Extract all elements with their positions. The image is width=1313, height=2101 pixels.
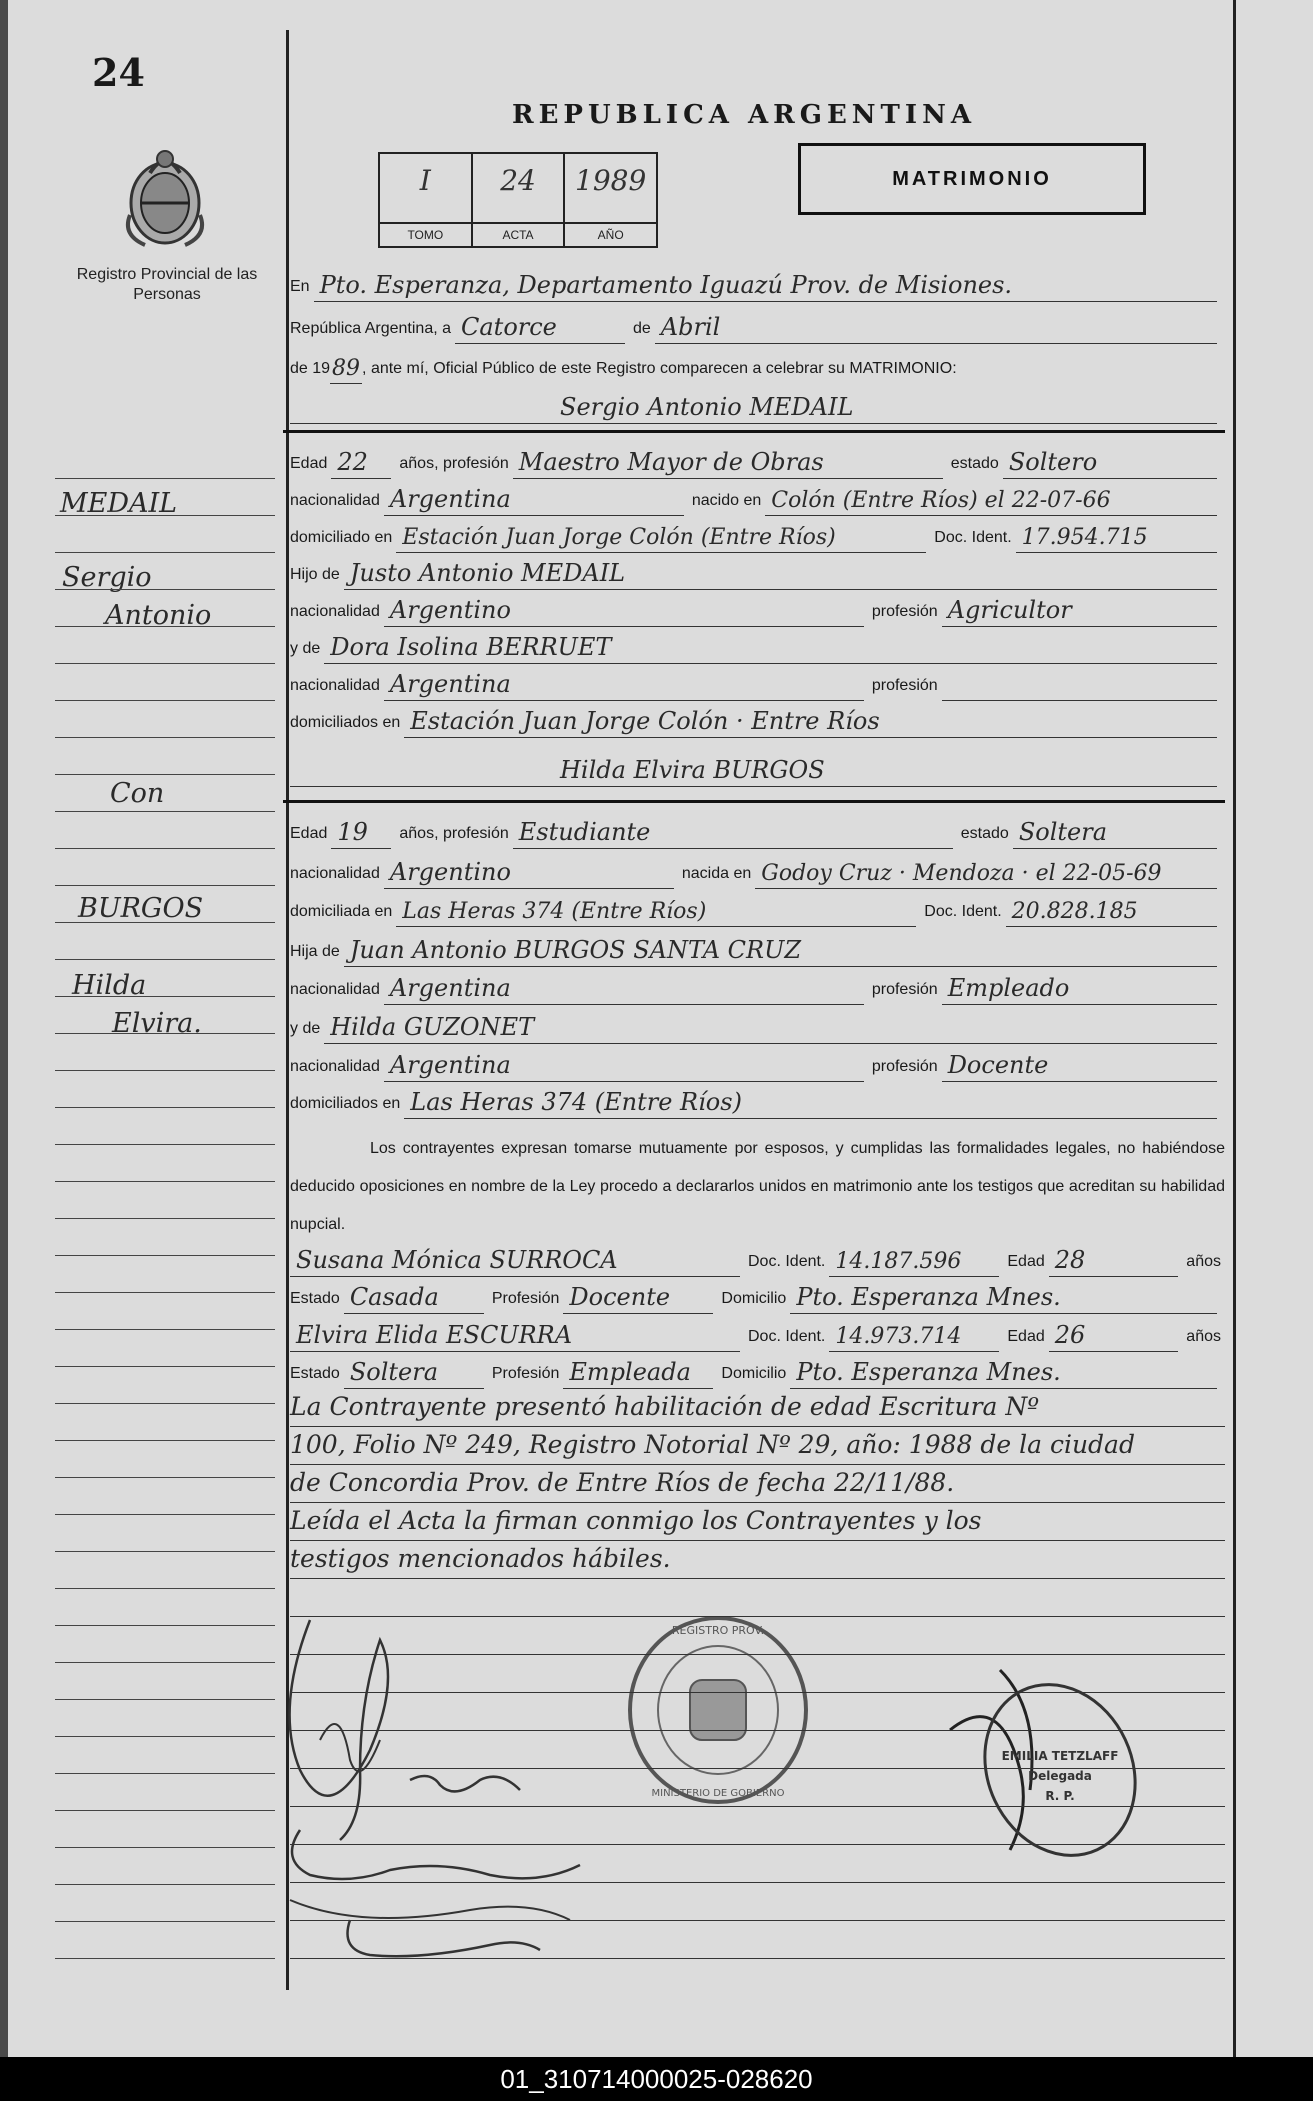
- witness1-domicile-field: [790, 1285, 1217, 1314]
- acta-cell: [473, 154, 566, 246]
- ruled-line: [290, 1844, 1225, 1845]
- bride-name-field: [290, 758, 1217, 787]
- bride-mother-nationality-field: [384, 1053, 864, 1082]
- bride-age-row: [290, 815, 1225, 849]
- svg-text:EMILIA TETZLAFF: EMILIA TETZLAFF: [1001, 1749, 1119, 1763]
- margin-rule-line: [55, 1847, 275, 1848]
- bride-name-value: Hilda Elvira BURGOS: [560, 756, 825, 784]
- witness1-profession-value: Docente: [569, 1283, 671, 1311]
- sidebar-groom-given2: Antonio: [105, 600, 212, 631]
- witness1-row: [290, 1243, 1225, 1277]
- bride-father-row: [290, 933, 1225, 967]
- groom-age-field: [331, 450, 391, 479]
- sidebar-groom-surname: MEDAIL: [60, 488, 178, 519]
- witness2-detail-row: [290, 1355, 1225, 1389]
- groom-father-nationality-field: [384, 598, 864, 627]
- profesion-cap-label: Profesión: [491, 1290, 560, 1307]
- anos-label: años: [1186, 1253, 1221, 1270]
- ruled-line: [290, 1882, 1225, 1883]
- sidebar-groom-given1: Sergio: [62, 562, 152, 593]
- bride-mother-nationality-value: Argentina: [389, 1051, 511, 1079]
- groom-parents-domicile-field: [404, 709, 1217, 738]
- margin-rule-line: [55, 1699, 275, 1700]
- witness1-doc-value: 14.187.596: [835, 1249, 962, 1274]
- edad-label: Edad: [1007, 1328, 1045, 1345]
- page-number: 24: [92, 50, 145, 95]
- estado-cap-label: Estado: [290, 1365, 340, 1382]
- bride-domicile-value: Las Heras 374 (Entre Ríos): [402, 899, 707, 924]
- sidebar-con: Con: [110, 778, 165, 809]
- bride-nationality-field: [384, 860, 674, 889]
- declaration-text: Los contrayentes expresan tomarse mutuamente por esposos, y cumplidas las formalidades legales, no habiéndose deducido oposiciones en nombre de la Ley procedo a declararlos unidos en matrimonio ante los testigos que acreditan su habilidad nupcial.: [290, 1140, 1225, 1233]
- margin-rule-line: [55, 1255, 275, 1256]
- bride-mother-row: [290, 1010, 1225, 1044]
- domicilio-label: Domicilio: [721, 1290, 787, 1307]
- groom-nationality-value: Argentina: [389, 485, 511, 513]
- bride-parents-domicile-row: [290, 1085, 1225, 1119]
- bride-mother-profession-field: [942, 1053, 1217, 1082]
- witness2-domicile-value: Pto. Esperanza Mnes.: [796, 1358, 1061, 1386]
- groom-father-nationality-value: Argentino: [389, 596, 511, 624]
- svg-text:MINISTERIO DE GOBIERNO: MINISTERIO DE GOBIERNO: [651, 1788, 785, 1799]
- place-row: [290, 268, 1225, 302]
- bride-doc-value: 20.828.185: [1011, 899, 1138, 924]
- tomo-label: TOMO: [380, 222, 471, 246]
- y-de-label: y de: [290, 1020, 321, 1037]
- witness1-name-value: Susana Mónica SURROCA: [296, 1246, 618, 1274]
- bride-age-value: 19: [337, 818, 368, 846]
- party-signatures: [270, 1600, 600, 1970]
- bride-age-field: [331, 820, 391, 849]
- witness2-row: [290, 1318, 1225, 1352]
- witness2-name-field: [290, 1323, 740, 1352]
- nacida-en-label: nacida en: [681, 865, 752, 882]
- place-field: [314, 273, 1217, 302]
- doc-ident-label: Doc. Ident.: [748, 1253, 826, 1270]
- observation-line: Leída el Acta la firman conmigo los Contrayentes y los: [290, 1506, 982, 1535]
- ruled-line: [290, 1578, 1225, 1579]
- groom-age-row: [290, 445, 1225, 479]
- month-value: Abril: [660, 313, 721, 341]
- margin-rule-line: [55, 996, 275, 997]
- witness1-status-field: [344, 1285, 484, 1314]
- edad-label: Edad: [290, 825, 328, 842]
- ante-label: , ante mí, Oficial Público de este Registro comparecen a celebrar su MATRIMONIO:: [362, 360, 957, 377]
- ruled-line: [290, 1806, 1225, 1807]
- witness1-profession-field: [563, 1285, 713, 1314]
- groom-father-field: [344, 561, 1217, 590]
- groom-doc-field: [1016, 524, 1217, 553]
- groom-profession-field: [513, 450, 943, 479]
- profesion-label: profesión: [871, 1058, 938, 1075]
- year-value: 89: [332, 356, 361, 381]
- margin-rule-line: [55, 515, 275, 516]
- domiciliados-en-label: domiciliados en: [290, 714, 401, 731]
- domiciliado-en-label: domiciliado en: [290, 529, 393, 546]
- svg-text:R. P.: R. P.: [1045, 1789, 1075, 1803]
- margin-rule-line: [55, 478, 275, 479]
- hija-de-label: Hija de: [290, 943, 340, 960]
- margin-rule-line: [55, 959, 275, 960]
- bride-domicile-row: [290, 893, 1225, 927]
- bride-father-nationality-value: Argentina: [389, 974, 511, 1002]
- groom-mother-row: [290, 630, 1225, 664]
- margin-rule-line: [55, 700, 275, 701]
- doc-ident-label: Doc. Ident.: [934, 529, 1012, 546]
- margin-rule-line: [55, 1033, 275, 1034]
- svg-text:Delegada: Delegada: [1028, 1769, 1092, 1783]
- bride-profession-field: [513, 820, 953, 849]
- margin-rule-line: [55, 663, 275, 664]
- margin-rule-line: [55, 626, 275, 627]
- scan-id-footer: 01_310714000025-028620: [0, 2057, 1313, 2101]
- bride-father-value: Juan Antonio BURGOS SANTA CRUZ: [349, 936, 801, 964]
- margin-rule-line: [55, 885, 275, 886]
- witness2-profession-field: [563, 1360, 713, 1389]
- margin-rule-line: [55, 1625, 275, 1626]
- tomo-cell: [380, 154, 473, 246]
- anos-profesion-label: años, profesión: [399, 455, 509, 472]
- bride-birth-value: Godoy Cruz · Mendoza · el 22-05-69: [761, 861, 1162, 886]
- estado-cap-label: Estado: [290, 1290, 340, 1307]
- observation-line: testigos mencionados hábiles.: [290, 1544, 671, 1573]
- svg-text:REGISTRO PROV.: REGISTRO PROV.: [671, 1624, 765, 1637]
- bride-name-row: [290, 753, 1225, 787]
- margin-rule-line: [55, 1070, 275, 1071]
- domiciliada-en-label: domiciliada en: [290, 903, 393, 920]
- month-field: [655, 315, 1217, 344]
- margin-rule-line: [55, 1514, 275, 1515]
- ruled-line: [290, 1426, 1225, 1427]
- witness2-status-value: Soltera: [349, 1358, 439, 1386]
- ruled-line: [290, 1502, 1225, 1503]
- groom-nationality-row: [290, 482, 1225, 516]
- witness1-name-field: [290, 1248, 740, 1277]
- margin-rule-line: [55, 922, 275, 923]
- republica-label: República Argentina, a: [290, 320, 451, 337]
- groom-father-value: Justo Antonio MEDAIL: [349, 559, 626, 587]
- bride-nationality-row: [290, 855, 1225, 889]
- margin-rule-line: [55, 1773, 275, 1774]
- nacionalidad-label: nacionalidad: [290, 492, 380, 509]
- y-de-label: y de: [290, 640, 321, 657]
- bride-nationality-value: Argentino: [389, 858, 511, 886]
- margin-rule-line: [55, 737, 275, 738]
- margin-rule-line: [55, 1810, 275, 1811]
- margin-rule-line: [55, 848, 275, 849]
- witness1-age-field: [1049, 1248, 1179, 1277]
- groom-separator: [283, 430, 1225, 433]
- nacionalidad-label: nacionalidad: [290, 677, 380, 694]
- groom-domicile-value: Estación Juan Jorge Colón (Entre Ríos): [402, 525, 836, 550]
- day-value: Catorce: [461, 313, 557, 341]
- registry-name: Registro Provincial de las Personas: [76, 266, 258, 303]
- witness1-domicile-value: Pto. Esperanza Mnes.: [796, 1283, 1061, 1311]
- registrar-signature-stamp: [940, 1650, 1150, 1870]
- bride-mother-field: [324, 1015, 1217, 1044]
- margin-rule-line: [55, 1588, 275, 1589]
- sidebar-bride-surname: BURGOS: [78, 893, 204, 924]
- margin-rule-line: [55, 1440, 275, 1441]
- ruled-line: [290, 1464, 1225, 1465]
- ruled-line: [290, 1654, 1225, 1655]
- groom-name-value: Sergio Antonio MEDAIL: [560, 393, 854, 421]
- witness2-status-field: [344, 1360, 484, 1389]
- groom-parents-domicile-value: Estación Juan Jorge Colón · Entre Ríos: [410, 707, 880, 735]
- bride-birth-field: [755, 860, 1217, 889]
- ruled-line: [290, 1920, 1225, 1921]
- day-field: [455, 315, 625, 344]
- witness2-age-field: [1049, 1323, 1179, 1352]
- anos-profesion-label: años, profesión: [399, 825, 509, 842]
- groom-birth-field: [765, 487, 1217, 516]
- groom-age-value: 22: [337, 448, 368, 476]
- nacionalidad-label: nacionalidad: [290, 981, 380, 998]
- margin-rule-line: [55, 1921, 275, 1922]
- margin-rule-line: [55, 1958, 275, 1959]
- margin-rule-line: [55, 1144, 275, 1145]
- witness2-profession-value: Empleada: [569, 1358, 691, 1386]
- bride-doc-field: [1006, 898, 1217, 927]
- groom-nationality-field: [384, 487, 684, 516]
- groom-father-row: [290, 556, 1225, 590]
- country-title: REPUBLICA ARGENTINA: [512, 100, 977, 130]
- margin-rule-line: [55, 1884, 275, 1885]
- witness1-status-value: Casada: [349, 1283, 439, 1311]
- witness1-doc-field: [829, 1248, 999, 1277]
- groom-status-value: Soltero: [1008, 448, 1098, 476]
- groom-domicile-row: [290, 519, 1225, 553]
- bride-separator: [283, 800, 1225, 803]
- year-row: [290, 350, 1225, 384]
- bride-parents-domicile-field: [404, 1090, 1217, 1119]
- margin-rule-line: [55, 1366, 275, 1367]
- groom-mother-nat-row: [290, 667, 1225, 701]
- coat-of-arms-icon: [120, 145, 210, 250]
- margin-rule-line: [55, 1736, 275, 1737]
- groom-name-field: [290, 395, 1217, 424]
- bride-father-profession-field: [942, 976, 1217, 1005]
- date-row: [290, 310, 1225, 344]
- bride-status-value: Soltera: [1018, 818, 1108, 846]
- de-label: de: [633, 320, 651, 337]
- anio-cell: [565, 154, 656, 246]
- estado-label: estado: [950, 455, 999, 472]
- ruled-line: [290, 1616, 1225, 1617]
- profesion-label: profesión: [871, 981, 938, 998]
- groom-profession-value: Maestro Mayor de Obras: [518, 448, 824, 476]
- sidebar-bride-given2: Elvira.: [112, 1008, 202, 1039]
- margin-rule-line: [55, 589, 275, 590]
- nacionalidad-label: nacionalidad: [290, 603, 380, 620]
- margin-rule-line: [55, 1181, 275, 1182]
- doc-ident-label: Doc. Ident.: [924, 903, 1002, 920]
- witness2-doc-field: [829, 1323, 999, 1352]
- margin-rule-line: [55, 1292, 275, 1293]
- acta-value: 24: [500, 164, 536, 197]
- record-reference-box: [378, 152, 658, 248]
- ruled-line: [290, 1730, 1225, 1731]
- nacionalidad-label: nacionalidad: [290, 865, 380, 882]
- hijo-de-label: Hijo de: [290, 566, 340, 583]
- domicilio-label: Domicilio: [721, 1365, 787, 1382]
- profesion-cap-label: Profesión: [491, 1365, 560, 1382]
- year-prefix-label: de 19: [290, 360, 331, 377]
- anio-label: AÑO: [565, 222, 656, 246]
- witness2-doc-value: 14.973.714: [835, 1324, 962, 1349]
- groom-status-field: [1003, 450, 1217, 479]
- registry-seal-stamp: [618, 1610, 818, 1810]
- bride-father-field: [344, 938, 1217, 967]
- margin-rule-line: [55, 774, 275, 775]
- groom-name-row: [290, 390, 1225, 424]
- page-edge: [0, 0, 8, 2057]
- groom-father-profession-value: Agricultor: [947, 596, 1072, 624]
- witness1-age-value: 28: [1054, 1246, 1086, 1274]
- bride-domicile-field: [396, 898, 916, 927]
- margin-rule-line: [55, 1662, 275, 1663]
- bride-mother-value: Hilda GUZONET: [330, 1013, 535, 1041]
- ruled-line: [290, 1692, 1225, 1693]
- anio-value: 1989: [575, 164, 647, 197]
- groom-mother-field: [324, 635, 1217, 664]
- witness1-detail-row: [290, 1280, 1225, 1314]
- margin-rule-line: [55, 1551, 275, 1552]
- ruled-line: [290, 1958, 1225, 1959]
- ruled-line: [290, 1768, 1225, 1769]
- margin-rule-line: [55, 1403, 275, 1404]
- estado-label: estado: [960, 825, 1009, 842]
- groom-mother-nationality-value: Argentina: [389, 670, 511, 698]
- record-type-box: MATRIMONIO: [798, 143, 1146, 215]
- tomo-value: I: [419, 164, 431, 197]
- bride-mother-profession-value: Docente: [947, 1051, 1049, 1079]
- nacido-en-label: nacido en: [691, 492, 762, 509]
- acta-label: ACTA: [473, 222, 564, 246]
- bride-father-profession-value: Empleado: [947, 974, 1070, 1002]
- observation-line: La Contrayente presentó habilitación de edad Escritura Nº: [290, 1392, 1040, 1421]
- bride-father-nationality-field: [384, 976, 864, 1005]
- groom-father-nat-row: [290, 593, 1225, 627]
- observation-line: de Concordia Prov. de Entre Ríos de fecha 22/11/88.: [290, 1468, 955, 1497]
- groom-father-profession-field: [942, 598, 1217, 627]
- margin-rule-line: [55, 1329, 275, 1330]
- groom-domicile-field: [396, 524, 926, 553]
- right-rule: [1233, 0, 1236, 2057]
- en-label: En: [290, 278, 310, 295]
- witness2-domicile-field: [790, 1360, 1217, 1389]
- anos-label: años: [1186, 1328, 1221, 1345]
- margin-rule-line: [55, 811, 275, 812]
- groom-mother-nationality-field: [384, 672, 864, 701]
- profesion-label: profesión: [871, 603, 938, 620]
- groom-mother-value: Dora Isolina BERRUET: [330, 633, 612, 661]
- bride-status-field: [1013, 820, 1217, 849]
- doc-ident-label: Doc. Ident.: [748, 1328, 826, 1345]
- groom-doc-value: 17.954.715: [1021, 525, 1148, 550]
- groom-mother-profession-field: [942, 672, 1217, 701]
- groom-birth-value: Colón (Entre Ríos) el 22-07-66: [771, 488, 1111, 513]
- bride-father-nat-row: [290, 971, 1225, 1005]
- margin-rule-line: [55, 552, 275, 553]
- witness2-name-value: Elvira Elida ESCURRA: [296, 1321, 573, 1349]
- bride-parents-domicile-value: Las Heras 374 (Entre Ríos): [410, 1088, 742, 1116]
- margin-rule-line: [55, 1107, 275, 1108]
- witness2-age-value: 26: [1054, 1321, 1086, 1349]
- profesion-label: profesión: [871, 677, 938, 694]
- ruled-line: [290, 1540, 1225, 1541]
- bride-profession-value: Estudiante: [518, 818, 651, 846]
- nacionalidad-label: nacionalidad: [290, 1058, 380, 1075]
- place-value: Pto. Esperanza, Departamento Iguazú Prov. de Misiones.: [319, 271, 1013, 299]
- edad-label: Edad: [290, 455, 328, 472]
- bride-mother-nat-row: [290, 1048, 1225, 1082]
- observation-line: 100, Folio Nº 249, Registro Notorial Nº 29, año: 1988 de la ciudad: [290, 1430, 1135, 1459]
- groom-parents-domicile-row: [290, 704, 1225, 738]
- edad-label: Edad: [1007, 1253, 1045, 1270]
- year-field: [330, 355, 362, 384]
- sidebar-bride-given1: Hilda: [72, 970, 147, 1001]
- margin-rule-line: [55, 1477, 275, 1478]
- domiciliados-en-label: domiciliados en: [290, 1095, 401, 1112]
- margin-rule-line: [55, 1218, 275, 1219]
